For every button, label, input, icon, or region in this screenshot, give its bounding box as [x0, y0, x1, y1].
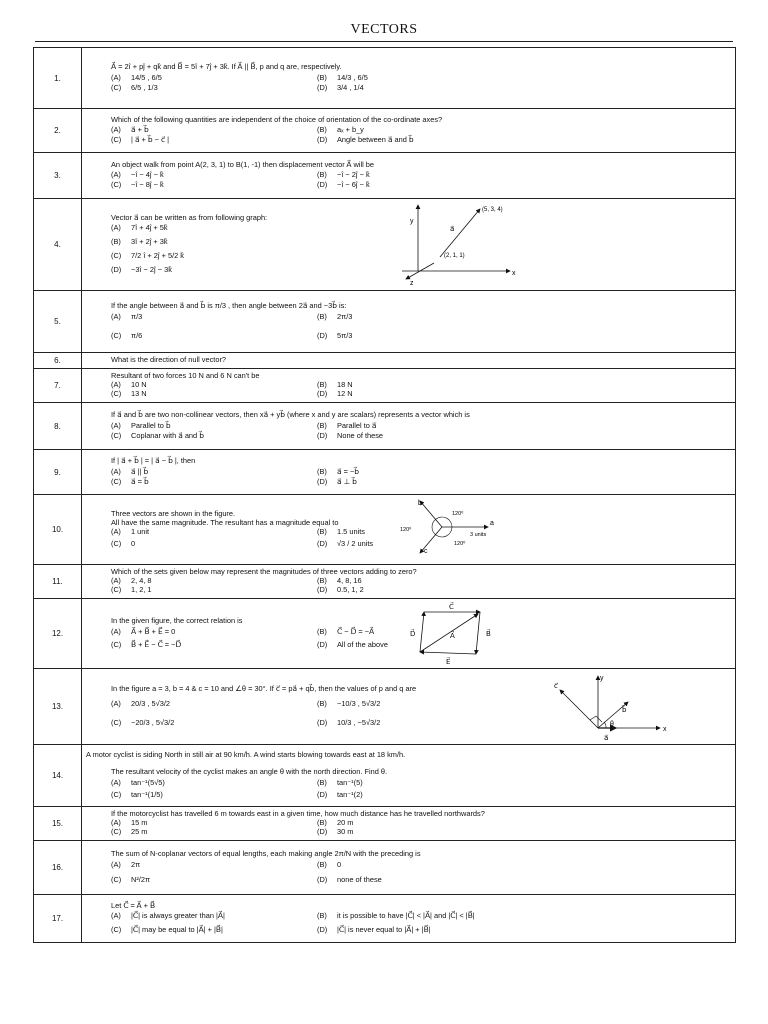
question-body: [82, 109, 736, 153]
options: [111, 779, 731, 800]
option: [317, 171, 731, 180]
option-text: A⃗ + B⃗ + E⃗ = 0: [131, 626, 176, 636]
option: [317, 791, 731, 800]
question-body: [82, 48, 736, 109]
question-body: [82, 895, 736, 943]
option-letter: (D): [317, 476, 328, 486]
question-row: [34, 565, 736, 599]
option-letter: (D): [111, 265, 122, 275]
question-row: [34, 48, 736, 109]
question-stem: Three vectors are shown in the figure.: [111, 509, 236, 519]
option-text: 6/5 , 1/3: [131, 82, 158, 92]
option: [317, 926, 731, 935]
question-number: 2.: [34, 109, 82, 153]
question-row: [34, 495, 736, 565]
option-letter: (A): [111, 125, 121, 135]
question-stem: If a⃗ and b⃗ are two non-collinear vectors, then xa⃗ + yb⃗ (where x and y are scalars) represents a vector which is: [111, 410, 470, 420]
option-text: −10/3 , 5√3/2: [337, 698, 381, 708]
question-body: [82, 369, 736, 403]
option: [111, 84, 317, 93]
option-letter: (B): [317, 575, 327, 585]
y-axis-label: y: [600, 675, 604, 682]
question-row: [34, 807, 736, 841]
option: [317, 390, 731, 399]
option-text: 2π/3: [337, 311, 353, 321]
question-body: [82, 841, 736, 895]
option-text: it is possible to have |C⃗| < |A⃗| and |C⃗| < |B⃗|: [337, 911, 475, 921]
question-stem: The sum of N-coplanar vectors of equal lengths, each making angle 2π/N with the preceding is: [111, 849, 421, 859]
title-rule: [35, 41, 733, 42]
question-body: [82, 745, 736, 807]
options: [111, 74, 731, 93]
option-text: 0.5, 1, 2: [337, 584, 364, 594]
option: [111, 586, 317, 595]
option-letter: (A): [111, 72, 121, 82]
q4-3d-axes-figure: [392, 201, 532, 287]
option-letter: (A): [111, 223, 121, 233]
option-text: 10/3 , −5√3/2: [337, 717, 381, 727]
option-letter: (B): [317, 626, 327, 636]
option: [317, 540, 731, 549]
question-number: 16.: [34, 841, 82, 895]
option-text: Angle between a⃗ and b⃗: [337, 135, 414, 145]
option-text: 25 m: [131, 826, 148, 836]
option-letter: (B): [317, 125, 327, 135]
option: [317, 876, 731, 885]
option-text: tan⁻¹(2): [337, 789, 363, 799]
option: [317, 577, 731, 586]
option: [111, 540, 317, 549]
option-letter: (C): [111, 584, 122, 594]
option-letter: (C): [111, 717, 122, 727]
option-text: 15 m: [131, 817, 148, 827]
question-row: [34, 669, 736, 745]
vector-c-label: c: [424, 548, 428, 555]
option-text: 2, 4, 8: [131, 575, 152, 585]
vector-b-label: b: [418, 500, 422, 507]
vector-a-label: a⃗: [604, 735, 609, 742]
option-letter: (C): [111, 180, 122, 190]
angle-label: 120⁰: [454, 541, 466, 547]
option-letter: (A): [111, 859, 121, 869]
option-text: 10 N: [131, 379, 147, 389]
option-letter: (B): [317, 698, 327, 708]
option-letter: (D): [317, 717, 328, 727]
point-label: (5, 3, 4): [482, 207, 503, 213]
option: [111, 700, 317, 709]
option-letter: (D): [317, 430, 328, 440]
option-text: −3î − 2ĵ − 3k̂: [131, 265, 172, 275]
option-text: 20 m: [337, 817, 354, 827]
theta-label: θ: [610, 721, 614, 728]
option: [111, 181, 317, 190]
option: [111, 126, 317, 135]
option: [317, 126, 731, 135]
option-text: a⃗ + b⃗: [131, 125, 149, 135]
question-row: [34, 109, 736, 153]
option-text: a⃗ || b⃗: [131, 466, 149, 476]
point-label: (2, 1, 1): [444, 253, 465, 259]
question-stem-line2: All have the same magnitude. The resultant has a magnitude equal to: [111, 518, 339, 527]
option-text: N²/2π: [131, 874, 151, 884]
option-letter: (C): [111, 135, 122, 145]
option-text: tan⁻¹(5√5): [131, 777, 165, 787]
option-letter: (C): [111, 538, 122, 548]
question-row: [34, 450, 736, 495]
option-text: 2π: [131, 859, 141, 869]
question-body: [82, 669, 736, 745]
question-stem: Vector a⃗ can be written as from following graph:: [111, 212, 268, 222]
option-letter: (C): [111, 82, 122, 92]
option-letter: (B): [317, 859, 327, 869]
x-axis-label: x: [663, 726, 667, 733]
question-body: [82, 807, 736, 841]
option-text: Coplanar with a⃗ and b⃗: [131, 430, 204, 440]
option-text: π/6: [131, 330, 143, 340]
option: [111, 171, 317, 180]
option-letter: (A): [111, 170, 121, 180]
option-letter: (C): [111, 330, 122, 340]
option: [111, 719, 317, 728]
question-number: 7.: [34, 369, 82, 403]
option: [317, 332, 731, 341]
question-stem: If the angle between a⃗ and b⃗ is π/3 , then angle between 2a⃗ and −3b⃗ is:: [111, 301, 347, 311]
vector-b-label: b⃗: [622, 707, 627, 714]
option: [111, 641, 317, 650]
question-stem: In the figure a = 3, b = 4 & c = 10 and ∠θ = 30°. If c⃗ = pa⃗ + qb⃗, then the values of p and q are: [111, 684, 417, 694]
z-axis-label: z: [410, 280, 414, 287]
question-number: 10.: [34, 495, 82, 565]
y-axis-label: y: [410, 218, 414, 225]
question-stem: An object walk from point A(2, 3, 1) to B(1, -1) then displacement vector A⃗ will be: [111, 159, 375, 169]
options: [111, 126, 731, 145]
option-letter: (A): [111, 777, 121, 787]
option: [111, 332, 317, 341]
option-text: π/3: [131, 311, 143, 321]
option-letter: (B): [317, 817, 327, 827]
question-row: [34, 369, 736, 403]
question-stem: What is the direction of null vector?: [111, 355, 227, 365]
option-text: 14/5 , 6/5: [131, 72, 162, 82]
option-letter: (B): [317, 420, 327, 430]
question-row: [34, 403, 736, 450]
question-stem: In the given figure, the correct relation is: [111, 616, 243, 626]
option: [111, 422, 317, 431]
option-text: None of these: [337, 430, 384, 440]
option-text: 1.5 units: [337, 526, 365, 536]
option-letter: (D): [317, 330, 328, 340]
option-letter: (B): [317, 777, 327, 787]
option: [111, 74, 317, 83]
option-letter: (A): [111, 911, 121, 921]
option-letter: (D): [317, 82, 328, 92]
option-letter: (A): [111, 526, 121, 536]
question-body: [82, 495, 736, 565]
option-text: 4, 8, 16: [337, 575, 362, 585]
option-letter: (D): [317, 826, 328, 836]
option: [111, 478, 317, 487]
option-text: none of these: [337, 874, 382, 884]
option: [317, 779, 731, 788]
option: [317, 181, 731, 190]
option-letter: (D): [317, 388, 328, 398]
question-row: [34, 745, 736, 807]
option-letter: (C): [111, 639, 122, 649]
question-row: [34, 895, 736, 943]
option: [111, 828, 317, 837]
option-text: tan⁻¹(1/5): [131, 789, 163, 799]
option: [317, 586, 731, 595]
option-text: | a⃗ + b⃗ − c⃗ |: [131, 135, 170, 145]
option-letter: (B): [317, 72, 327, 82]
question-number: 11.: [34, 565, 82, 599]
option: [111, 926, 317, 935]
vector-label: a⃗: [450, 226, 455, 233]
question-number: 6.: [34, 353, 82, 369]
option-letter: (D): [317, 925, 328, 935]
question-body: [82, 450, 736, 495]
options: [111, 171, 731, 190]
option-text: 3î + 2ĵ + 3k̂: [131, 237, 168, 247]
option-text: 0: [131, 538, 136, 548]
question-stem: A⃗ = 2î + pĵ + qk̂ and B⃗ = 5î + 7ĵ + 3k̂. If A⃗ || B⃗, p and q are, respectively.: [111, 62, 342, 72]
option: [111, 628, 317, 637]
option: [317, 478, 731, 487]
option-text: 3/4 , 1/4: [337, 82, 364, 92]
options: [111, 819, 731, 837]
question-stem: Which of the following quantities are independent of the choice of orientation of the co-ordinate axes?: [111, 114, 443, 124]
options: [111, 577, 731, 595]
options: [111, 912, 731, 935]
option-text: a⃗ = b⃗: [131, 476, 149, 486]
units-label: 3 units: [470, 532, 487, 538]
vector-d-label: D⃗: [410, 631, 416, 638]
option-letter: (A): [111, 311, 121, 321]
x-axis-label: x: [512, 270, 516, 277]
option-text: aₓ + b_y: [337, 125, 364, 135]
option-letter: (D): [317, 789, 328, 799]
option: [317, 422, 731, 431]
option: [317, 84, 731, 93]
q13-vector-figure: [552, 672, 672, 742]
option-letter: (D): [317, 180, 328, 190]
option: [111, 313, 317, 322]
vector-a-label: a: [490, 520, 494, 527]
option: [317, 628, 731, 637]
option-text: |C⃗| is always greater than |A⃗|: [131, 911, 225, 921]
option-text: 1, 2, 1: [131, 584, 152, 594]
option-letter: (B): [317, 311, 327, 321]
option-letter: (C): [111, 476, 122, 486]
option-text: All of the above: [337, 639, 388, 649]
vector-b-label: B⃗: [486, 631, 491, 638]
option: [111, 468, 317, 477]
option-letter: (B): [317, 911, 327, 921]
option: [111, 791, 317, 800]
question-number: 8.: [34, 403, 82, 450]
question-body: [82, 599, 736, 669]
option: [111, 876, 317, 885]
question-body: [82, 403, 736, 450]
option-letter: (D): [317, 584, 328, 594]
option: [111, 528, 317, 537]
option-text: a⃗ ⊥ b⃗: [337, 476, 357, 486]
vector-c-label: c⃗: [554, 683, 558, 690]
option-text: 12 N: [337, 388, 353, 398]
question-body: [82, 291, 736, 353]
option-letter: (D): [317, 639, 328, 649]
question-row: [34, 841, 736, 895]
question-stem: The resultant velocity of the cyclist makes an angle θ with the north direction. Find θ.: [111, 767, 388, 776]
option: [317, 468, 731, 477]
option: [111, 432, 317, 441]
question-number: 17.: [34, 895, 82, 943]
question-row: [34, 353, 736, 369]
option-letter: (C): [111, 789, 122, 799]
option-letter: (C): [111, 874, 122, 884]
option: [111, 779, 317, 788]
option-letter: (A): [111, 575, 121, 585]
option-text: 14/3 , 6/5: [337, 72, 368, 82]
option-letter: (B): [111, 237, 121, 247]
passage-intro: A motor cyclist is siding North in still air at 90 km/h. A wind starts blowing towards east at 18 km/h.: [86, 750, 406, 760]
option-text: −20/3 , 5√3/2: [131, 717, 175, 727]
option-text: 0: [337, 859, 342, 869]
option-letter: (A): [111, 466, 121, 476]
option-letter: (B): [317, 170, 327, 180]
question-stem: Which of the sets given below may represent the magnitudes of three vectors adding to zero?: [111, 567, 417, 577]
option-letter: (A): [111, 420, 121, 430]
option-letter: (D): [317, 874, 328, 884]
question-row: [34, 291, 736, 353]
question-body: [82, 565, 736, 599]
option: [317, 828, 731, 837]
option: [317, 381, 731, 390]
question-table: [33, 47, 736, 943]
option: [111, 861, 317, 870]
option-letter: (A): [111, 817, 121, 827]
option: [317, 432, 731, 441]
options: [111, 861, 731, 885]
option-letter: (A): [111, 379, 121, 389]
question-number: 15.: [34, 807, 82, 841]
question-number: 13.: [34, 669, 82, 745]
option: [317, 912, 731, 921]
question-number: 14.: [34, 745, 82, 807]
option-text: √3 / 2 units: [337, 538, 374, 548]
question-number: 3.: [34, 153, 82, 199]
option-text: 18 N: [337, 379, 353, 389]
question-stem: If | a⃗ + b⃗ | = | a⃗ − b⃗ |, then: [111, 456, 196, 466]
option-text: −î − 8ĵ − k̂: [131, 180, 164, 190]
page-title: VECTORS: [350, 22, 418, 37]
option-text: 7î + 4ĵ + 5k̂: [131, 223, 168, 233]
option: [111, 912, 317, 921]
option-text: |C⃗| may be equal to |A⃗| + |B⃗|: [131, 925, 223, 935]
option-text: −î − 2ĵ − k̂: [337, 170, 370, 180]
angle-label: 120⁰: [452, 511, 464, 517]
question-body: [82, 153, 736, 199]
question-row: [34, 599, 736, 669]
option-text: B⃗ + E⃗ − C⃗ = −D⃗: [131, 639, 182, 649]
option-text: 7/2 î + 2ĵ + 5/2 k̂: [131, 251, 185, 261]
question-stem: Resultant of two forces 10 N and 6 N can't be: [111, 371, 260, 381]
option-text: a⃗ = −b⃗: [337, 466, 359, 476]
option-text: 13 N: [131, 388, 147, 398]
option-letter: (A): [111, 698, 121, 708]
question-stem: If the motorcyclist has travelled 6 m towards east in a given time, how much distance has he travelled northwards?: [111, 809, 485, 819]
option-text: 30 m: [337, 826, 354, 836]
option-letter: (B): [317, 466, 327, 476]
option-text: 1 unit: [131, 526, 150, 536]
option-letter: (B): [317, 379, 327, 389]
options: [111, 381, 731, 399]
option-text: Parallel to a⃗: [337, 420, 377, 430]
option-letter: (C): [111, 388, 122, 398]
question-number: 1.: [34, 48, 82, 109]
vector-a-label: A⃗: [450, 633, 455, 640]
vector-e-label: E⃗: [446, 659, 451, 666]
options: [111, 422, 731, 441]
option: [317, 819, 731, 828]
question-number: 4.: [34, 199, 82, 291]
option-text: 5π/3: [337, 330, 353, 340]
option-letter: (C): [111, 925, 122, 935]
question-number: 9.: [34, 450, 82, 495]
question-body: [82, 199, 736, 291]
option: [317, 528, 731, 537]
option: [317, 136, 731, 145]
option-letter: (D): [317, 135, 328, 145]
q10-three-vectors-figure: [400, 497, 510, 561]
q12-parallelogram-figure: [404, 602, 504, 666]
option-text: tan⁻¹(5): [337, 777, 363, 787]
option-letter: (A): [111, 626, 121, 636]
options: [111, 468, 731, 487]
option: [111, 390, 317, 399]
options: [111, 313, 731, 341]
vector-c-label: C⃗: [449, 604, 454, 611]
question-number: 12.: [34, 599, 82, 669]
option: [317, 313, 731, 322]
option-text: Parallel to b⃗: [131, 420, 171, 430]
option-text: |C⃗| is never equal to |A⃗| + |B⃗|: [337, 925, 431, 935]
question-row: [34, 153, 736, 199]
option: [317, 74, 731, 83]
option-text: −î − 6ĵ − k̂: [337, 180, 370, 190]
option-text: −î − 4ĵ − k̂: [131, 170, 164, 180]
option-text: C⃗ − D⃗ = −A⃗: [337, 626, 375, 636]
option-text: 20/3 , 5√3/2: [131, 698, 170, 708]
option-letter: (C): [111, 826, 122, 836]
question-number: 5.: [34, 291, 82, 353]
option: [317, 861, 731, 870]
option-letter: (D): [317, 538, 328, 548]
option-letter: (C): [111, 430, 122, 440]
option: [317, 641, 731, 650]
angle-label: 120⁰: [400, 527, 412, 533]
option-letter: (C): [111, 251, 122, 261]
option-letter: (B): [317, 526, 327, 536]
question-row: [34, 199, 736, 291]
question-body: [82, 353, 736, 369]
option: [111, 136, 317, 145]
question-stem: Let C⃗ = A⃗ + B⃗: [111, 900, 156, 910]
